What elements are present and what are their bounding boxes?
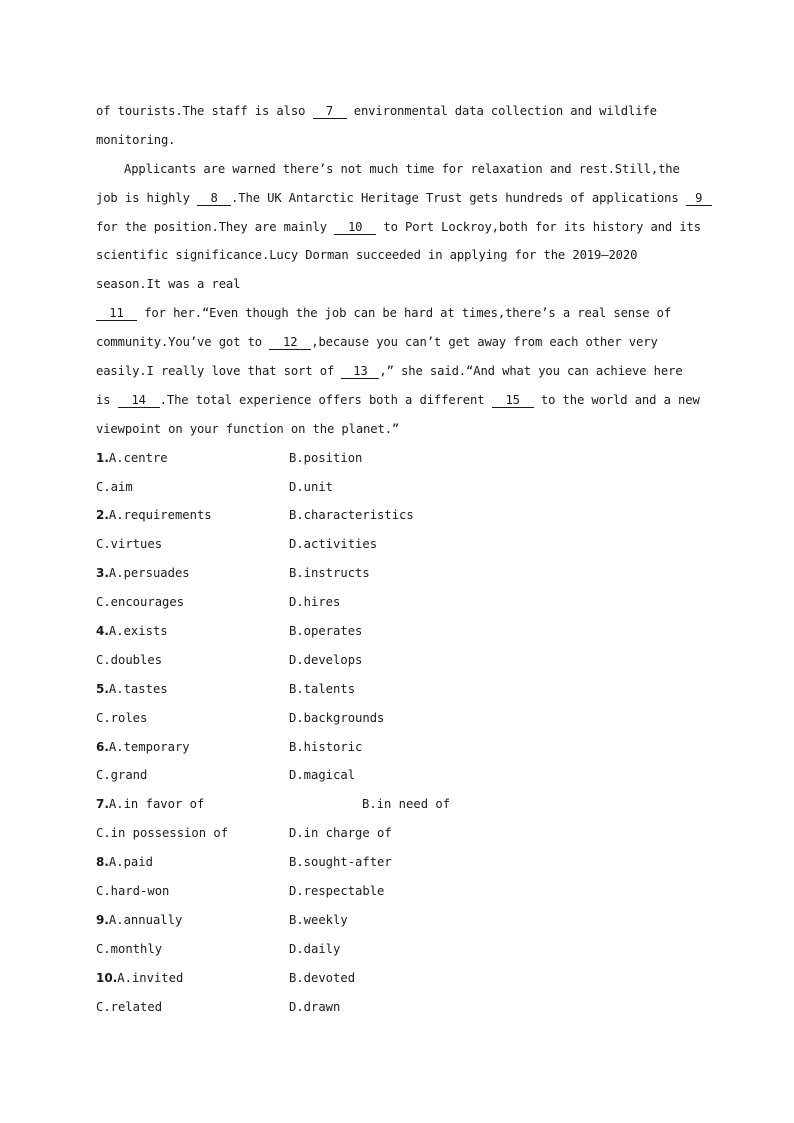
text: for the position.They are mainly bbox=[96, 219, 335, 234]
question-row bbox=[96, 819, 708, 848]
text: season.It was a real bbox=[96, 277, 241, 292]
option-b[interactable]: B.devoted bbox=[289, 970, 356, 985]
option-b[interactable]: B.weekly bbox=[289, 912, 348, 927]
text: easily.I really love that sort of bbox=[96, 364, 342, 379]
blank-8: 8 bbox=[197, 191, 231, 206]
passage-line bbox=[96, 328, 708, 357]
blank-11: 11 bbox=[96, 306, 137, 321]
question-number: 4. bbox=[96, 624, 109, 639]
option-d[interactable]: D.daily bbox=[289, 941, 341, 956]
question-number: 1. bbox=[96, 450, 109, 465]
question-row bbox=[96, 964, 708, 993]
option-text: A.persuades bbox=[108, 566, 190, 581]
option-c[interactable]: C.doubles bbox=[96, 652, 163, 667]
option-b[interactable]: B.operates bbox=[289, 624, 363, 639]
passage-line bbox=[96, 386, 708, 415]
option-text: A.requirements bbox=[108, 508, 212, 523]
option-c[interactable]: C.aim bbox=[96, 479, 133, 494]
blank-14: 14 bbox=[118, 393, 160, 408]
text: community.You’ve got to bbox=[96, 335, 270, 350]
blank-9: 9 bbox=[686, 191, 712, 206]
option-a[interactable] bbox=[96, 790, 204, 819]
question-row bbox=[96, 444, 708, 473]
question-row bbox=[96, 617, 708, 646]
text: to the world and a new bbox=[533, 392, 700, 407]
passage-line bbox=[96, 415, 708, 444]
option-d[interactable]: D.in charge of bbox=[289, 826, 392, 841]
passage-line bbox=[96, 213, 708, 242]
question-number: 5. bbox=[96, 681, 109, 696]
text: .The total experience offers both a different bbox=[159, 392, 492, 407]
option-a[interactable] bbox=[96, 444, 168, 473]
blank-12: 12 bbox=[269, 335, 311, 350]
option-d[interactable]: D.develops bbox=[289, 652, 363, 667]
question-row bbox=[96, 733, 708, 762]
question-number: 8. bbox=[96, 855, 109, 870]
option-a[interactable] bbox=[96, 964, 183, 993]
passage-line bbox=[96, 241, 708, 270]
question-row bbox=[96, 559, 708, 588]
question-row bbox=[96, 935, 708, 964]
blank-15: 15 bbox=[492, 393, 534, 408]
option-d[interactable]: D.drawn bbox=[289, 999, 341, 1014]
option-text: A.centre bbox=[108, 450, 168, 465]
text: for her.“Even though the job can be hard at times,there’s a real sense of bbox=[137, 306, 672, 321]
text: environmental data collection and wildlife bbox=[346, 104, 657, 118]
option-c[interactable]: C.monthly bbox=[96, 941, 163, 956]
passage-line bbox=[96, 357, 708, 386]
text: job is highly bbox=[96, 190, 198, 205]
question-row bbox=[96, 993, 708, 1022]
text: viewpoint on your function on the planet.” bbox=[96, 421, 400, 436]
question-number: 7. bbox=[96, 797, 109, 812]
passage-line bbox=[96, 126, 708, 155]
question-row bbox=[96, 675, 708, 704]
option-d[interactable]: D.magical bbox=[289, 768, 356, 783]
option-d[interactable]: D.respectable bbox=[289, 884, 385, 899]
option-d[interactable]: D.backgrounds bbox=[289, 710, 385, 725]
question-row bbox=[96, 530, 708, 559]
option-b[interactable]: B.in need of bbox=[362, 797, 451, 812]
option-c[interactable]: C.virtues bbox=[96, 537, 163, 552]
option-text: A.in favor of bbox=[108, 797, 205, 812]
question-row bbox=[96, 848, 708, 877]
option-b[interactable]: B.sought-after bbox=[289, 855, 392, 870]
option-c[interactable]: C.in possession of bbox=[96, 826, 229, 841]
option-c[interactable]: C.grand bbox=[96, 768, 148, 783]
question-row bbox=[96, 704, 708, 733]
text: .The UK Antarctic Heritage Trust gets hundreds of applications bbox=[231, 190, 686, 205]
option-b[interactable]: B.talents bbox=[289, 681, 356, 696]
question-number: 3. bbox=[96, 566, 109, 581]
option-text: A.temporary bbox=[108, 739, 190, 754]
text: monitoring. bbox=[96, 132, 176, 147]
option-a[interactable] bbox=[96, 848, 153, 877]
option-b[interactable]: B.characteristics bbox=[289, 508, 414, 523]
option-c[interactable]: C.hard-won bbox=[96, 884, 170, 899]
text: ,” she said.“And what you can achieve here bbox=[379, 364, 683, 379]
option-a[interactable] bbox=[96, 559, 190, 588]
option-b[interactable]: B.position bbox=[289, 450, 363, 465]
question-row bbox=[96, 761, 708, 790]
question-row bbox=[96, 790, 708, 819]
passage-line bbox=[96, 155, 708, 184]
question-list bbox=[96, 444, 708, 1022]
option-c[interactable]: C.encourages bbox=[96, 595, 185, 610]
option-d[interactable]: D.activities bbox=[289, 537, 378, 552]
option-d[interactable]: D.unit bbox=[289, 479, 334, 494]
text: scientific significance.Lucy Dorman succeeded in applying for the 2019—2020 bbox=[96, 248, 638, 263]
question-number: 10. bbox=[96, 970, 118, 985]
passage-line bbox=[96, 184, 708, 213]
blank-7: 7 bbox=[313, 104, 347, 119]
blank-10: 10 bbox=[334, 220, 376, 235]
option-a[interactable] bbox=[96, 617, 168, 646]
passage bbox=[96, 97, 708, 444]
option-b[interactable]: B.historic bbox=[289, 739, 363, 754]
blank-13: 13 bbox=[341, 364, 379, 379]
question-row bbox=[96, 646, 708, 675]
option-text: A.annually bbox=[108, 912, 183, 927]
option-text: A.exists bbox=[108, 624, 168, 639]
text: ,because you can’t get away from each other very bbox=[311, 335, 658, 350]
text: to Port Lockroy,both for its history and its bbox=[376, 219, 701, 234]
passage-line bbox=[96, 299, 708, 328]
question-row bbox=[96, 906, 708, 935]
text: of tourists.The staff is also bbox=[96, 104, 313, 118]
passage-line bbox=[96, 97, 708, 126]
question-row bbox=[96, 588, 708, 617]
passage-line bbox=[96, 270, 708, 299]
text: is bbox=[96, 392, 118, 407]
option-d[interactable]: D.hires bbox=[289, 595, 341, 610]
option-a[interactable] bbox=[96, 906, 182, 935]
option-c[interactable]: C.roles bbox=[96, 710, 148, 725]
text: Applicants are warned there’s not much time for relaxation and rest.Still,the bbox=[124, 161, 680, 176]
option-text: A.invited bbox=[117, 970, 184, 985]
option-a[interactable] bbox=[96, 733, 190, 762]
question-row bbox=[96, 501, 708, 530]
option-text: A.tastes bbox=[108, 681, 168, 696]
question-row bbox=[96, 473, 708, 502]
document-page bbox=[96, 97, 708, 1022]
question-number: 2. bbox=[96, 508, 109, 523]
option-b[interactable]: B.instructs bbox=[289, 566, 370, 581]
option-a[interactable] bbox=[96, 501, 212, 530]
question-row bbox=[96, 877, 708, 906]
option-a[interactable] bbox=[96, 675, 168, 704]
question-number: 9. bbox=[96, 912, 109, 927]
option-c[interactable]: C.related bbox=[96, 999, 163, 1014]
question-number: 6. bbox=[96, 739, 109, 754]
option-text: A.paid bbox=[108, 855, 153, 870]
